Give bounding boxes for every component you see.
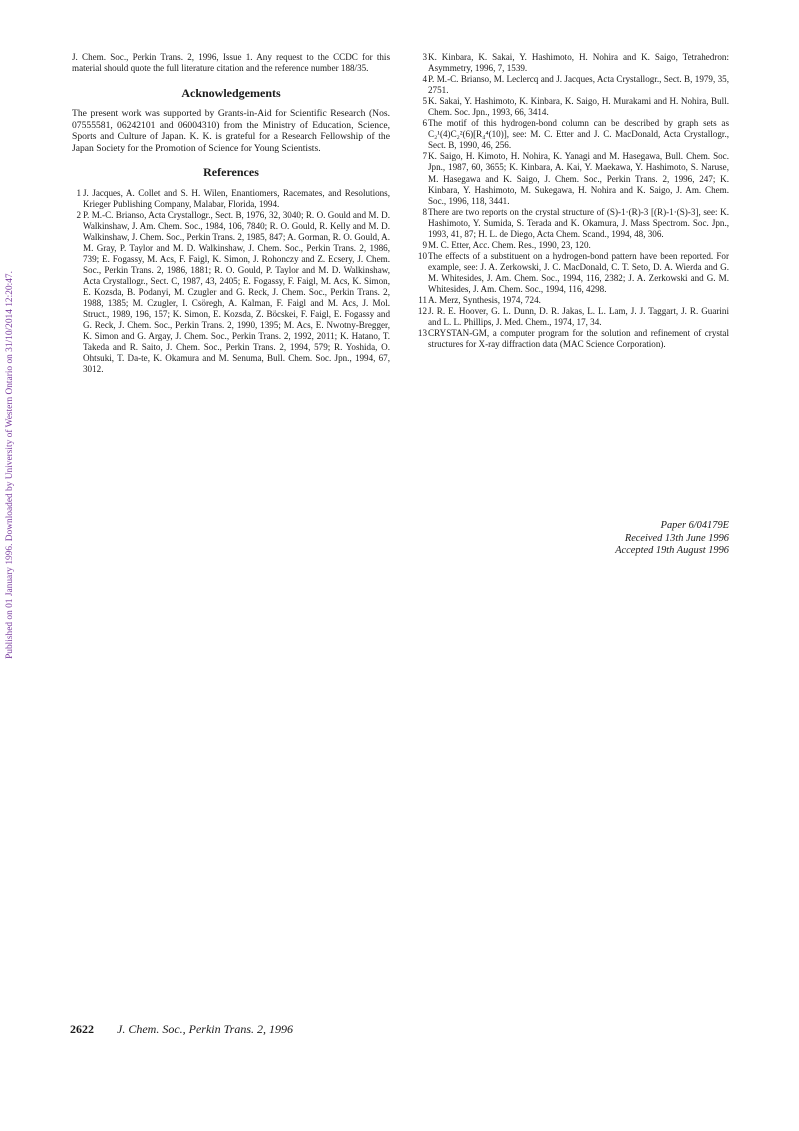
reference-12 bbox=[418, 306, 729, 328]
acknowledgements-text: The present work was supported by Grants-in-Aid for Scientific Research (Nos. 07555581, 06242101 and 06004310) from the Ministry of Education, Science, Sports and Culture of Japan. K. K. is grateful for a Research Fellowship of the Japan Society for the Promotion of Science for Young Scientists. bbox=[72, 108, 390, 154]
reference-text: CRYSTAN-GM, a computer program for the solution and refinement of crystal structures for X-ray diffraction data (MAC Science Corporation). bbox=[428, 328, 729, 350]
download-watermark bbox=[3, 240, 17, 690]
reference-13 bbox=[418, 328, 729, 350]
reference-1 bbox=[72, 188, 390, 210]
page-footer bbox=[70, 1022, 293, 1037]
reference-number: 12 bbox=[417, 306, 427, 317]
reference-text: The motif of this hydrogen-bond column can be described by graph sets as C₂¹(4)C₂²(6)[R₄⁴(10)], see: M. C. Etter and J. C. MacDonald, Acta Crystallogr., Sect. B, 1990, 46, 256. bbox=[428, 118, 729, 151]
download-watermark-text: Published on 01 January 1996. Downloaded by University of Western Ontario on 31/10/2014 12:20:47. bbox=[5, 271, 15, 659]
receipt-block bbox=[615, 520, 729, 558]
reference-4 bbox=[418, 74, 729, 96]
paper-number: Paper 6/04179E bbox=[660, 520, 729, 531]
reference-number: 11 bbox=[418, 295, 427, 306]
reference-10 bbox=[418, 251, 729, 295]
page-number: 2622 bbox=[70, 1022, 94, 1036]
reference-number: 2 bbox=[76, 209, 81, 220]
left-column bbox=[72, 52, 390, 375]
reference-5 bbox=[418, 96, 729, 118]
reference-2 bbox=[72, 210, 390, 376]
reference-8 bbox=[418, 207, 729, 240]
reference-text: P. M.-C. Brianso, M. Leclercq and J. Jacques, Acta Crystallogr., Sect. B, 1979, 35, 2751. bbox=[428, 74, 729, 96]
reference-9 bbox=[418, 240, 729, 251]
accepted-date: Accepted 19th August 1996 bbox=[615, 545, 729, 557]
reference-text: There are two reports on the crystal structure of (S)-1·(R)-3 [(R)-1·(S)-3], see: K. Hashimoto, Y. Sumida, S. Terada and K. Okamura, J. Mass Spectrom. Soc. Jpn., 1993, 41, 87; H. L. de Diego, Acta Chem. Scand., 1994, 48, 306. bbox=[428, 206, 729, 239]
reference-number: 13 bbox=[417, 328, 427, 339]
reference-text: K. Kinbara, K. Sakai, Y. Hashimoto, H. Nohira and K. Saigo, Tetrahedron: Asymmetry, 1996, 7, 1539. bbox=[428, 52, 729, 74]
acknowledgements-heading: Acknowledgements bbox=[181, 86, 281, 101]
reference-number: 5 bbox=[422, 96, 427, 107]
reference-text: P. M.-C. Brianso, Acta Crystallogr., Sect. B, 1976, 32, 3040; R. O. Gould and M. D. Walkinshaw, J. Am. Chem. Soc., 1984, 106, 7840; R. O. Gould, R. Kelly and M. D. Walkinshaw, J. Chem. Soc., Perkin Trans. 2, 1985, 847; A. Gorman, R. O. Gould, A. M. Gray, P. Taylor and M. D. Walkinshaw, J. Chem. Soc., Perkin Trans. 2, 1986, 739; E. Fogassy, M. Acs, F. Faigl, K. Simon, J. Rohonczy and Z. Ecsery, J. Chem. Soc., Perkin Trans. 2, 1986, 1881; R. O. Gould, P. Taylor and M. D. Walkinshaw, Acta Crystallogr., Sect. C, 1987, 43, 2405; E. Fogassy, F. Faigl, M. Acs, K. Simon, E. Kozsda, B. Podanyi, M. Czugler and G. Reck, J. Chem. Soc., Perkin Trans. 2, 1988, 1385; M. Czugler, I. Csöregh, A. Kalman, F. Faigl and M. Acs, J. Mol. Struct., 1989, 196, 157; K. Simon, E. Kozsda, Z. Böcskei, F. Faigl, E. Fogassy and G. Reck, J. Chem. Soc., Perkin Trans. 2, 1990, 1395; M. Acs, E. Nwotny-Bregger, K. Simon and G. Argay, J. Chem. Soc., Perkin Trans. 2, 1992, 2011; K. Hatano, T. Takeda and R. Saito, J. Chem. Soc., Perkin Trans. 2, 1994, 579; R. Yoshida, O. Ohtsuki, T. Da-te, K. Okamura and M. Senuma, Bull. Chem. Soc. Jpn., 1994, 67, 3012. bbox=[83, 209, 390, 375]
reference-11 bbox=[418, 295, 729, 306]
reference-text: A. Merz, Synthesis, 1974, 724. bbox=[428, 295, 541, 306]
reference-number: 6 bbox=[422, 118, 427, 129]
ccdc-note: J. Chem. Soc., Perkin Trans. 2, 1996, Issue 1. Any request to the CCDC for this material should quote the full literature citation and the reference number 188/35. bbox=[72, 52, 390, 74]
reference-7 bbox=[418, 151, 729, 206]
right-column bbox=[418, 52, 729, 350]
reference-number: 3 bbox=[422, 52, 427, 62]
reference-number: 4 bbox=[422, 74, 427, 85]
reference-6 bbox=[418, 118, 729, 151]
references-heading: References bbox=[203, 164, 259, 179]
reference-number: 9 bbox=[422, 239, 427, 250]
reference-number: 8 bbox=[422, 206, 427, 217]
reference-3 bbox=[418, 52, 729, 74]
reference-text: The effects of a substituent on a hydrogen-bond pattern have been reported. For example, see: J. A. Zerkowski, J. C. MacDonald, C. T. Seto, D. A. Wierda and G. M. Whitesides, J. Am. Chem. Soc., 1994, 116, 2382; J. A. Zerkowski and G. M. Whitesides, J. Am. Chem. Soc., 1994, 116, 4298. bbox=[428, 250, 729, 294]
journal-citation: J. Chem. Soc., Perkin Trans. 2, 1996 bbox=[117, 1022, 293, 1036]
reference-list-left bbox=[72, 188, 390, 376]
reference-number: 10 bbox=[417, 250, 427, 261]
reference-number: 7 bbox=[422, 151, 427, 162]
received-date: Received 13th June 1996 bbox=[624, 532, 729, 544]
reference-text: M. C. Etter, Acc. Chem. Res., 1990, 23, 120. bbox=[428, 239, 591, 250]
reference-list-right bbox=[418, 52, 729, 350]
reference-text: K. Saigo, H. Kimoto, H. Nohira, K. Yanagi and M. Hasegawa, Bull. Chem. Soc. Jpn., 1987, 60, 3655; K. Kinbara, A. Kai, Y. Maekawa, Y. Hashimoto, S. Naruse, M. Hasegawa and K. Saigo, J. Chem. Soc., Perkin Trans. 2, 1996, 247; K. Kinbara, Y. Hashimoto, M. Sukegawa, H. Nohira and K. Saigo, J. Am. Chem. Soc., 1996, 118, 3441. bbox=[428, 151, 729, 206]
reference-text: J. Jacques, A. Collet and S. H. Wilen, Enantiomers, Racemates, and Resolutions, Krieger Publishing Company, Malabar, Florida, 1994. bbox=[83, 187, 390, 209]
reference-number: 1 bbox=[76, 187, 81, 198]
reference-text: K. Sakai, Y. Hashimoto, K. Kinbara, K. Saigo, H. Murakami and H. Nohira, Bull. Chem. Soc. Jpn., 1993, 66, 3414. bbox=[428, 96, 729, 118]
reference-text: J. R. E. Hoover, G. L. Dunn, D. R. Jakas, L. L. Lam, J. J. Taggart, J. R. Guarini and L. L. Phillips, J. Med. Chem., 1974, 17, 34. bbox=[428, 306, 729, 328]
